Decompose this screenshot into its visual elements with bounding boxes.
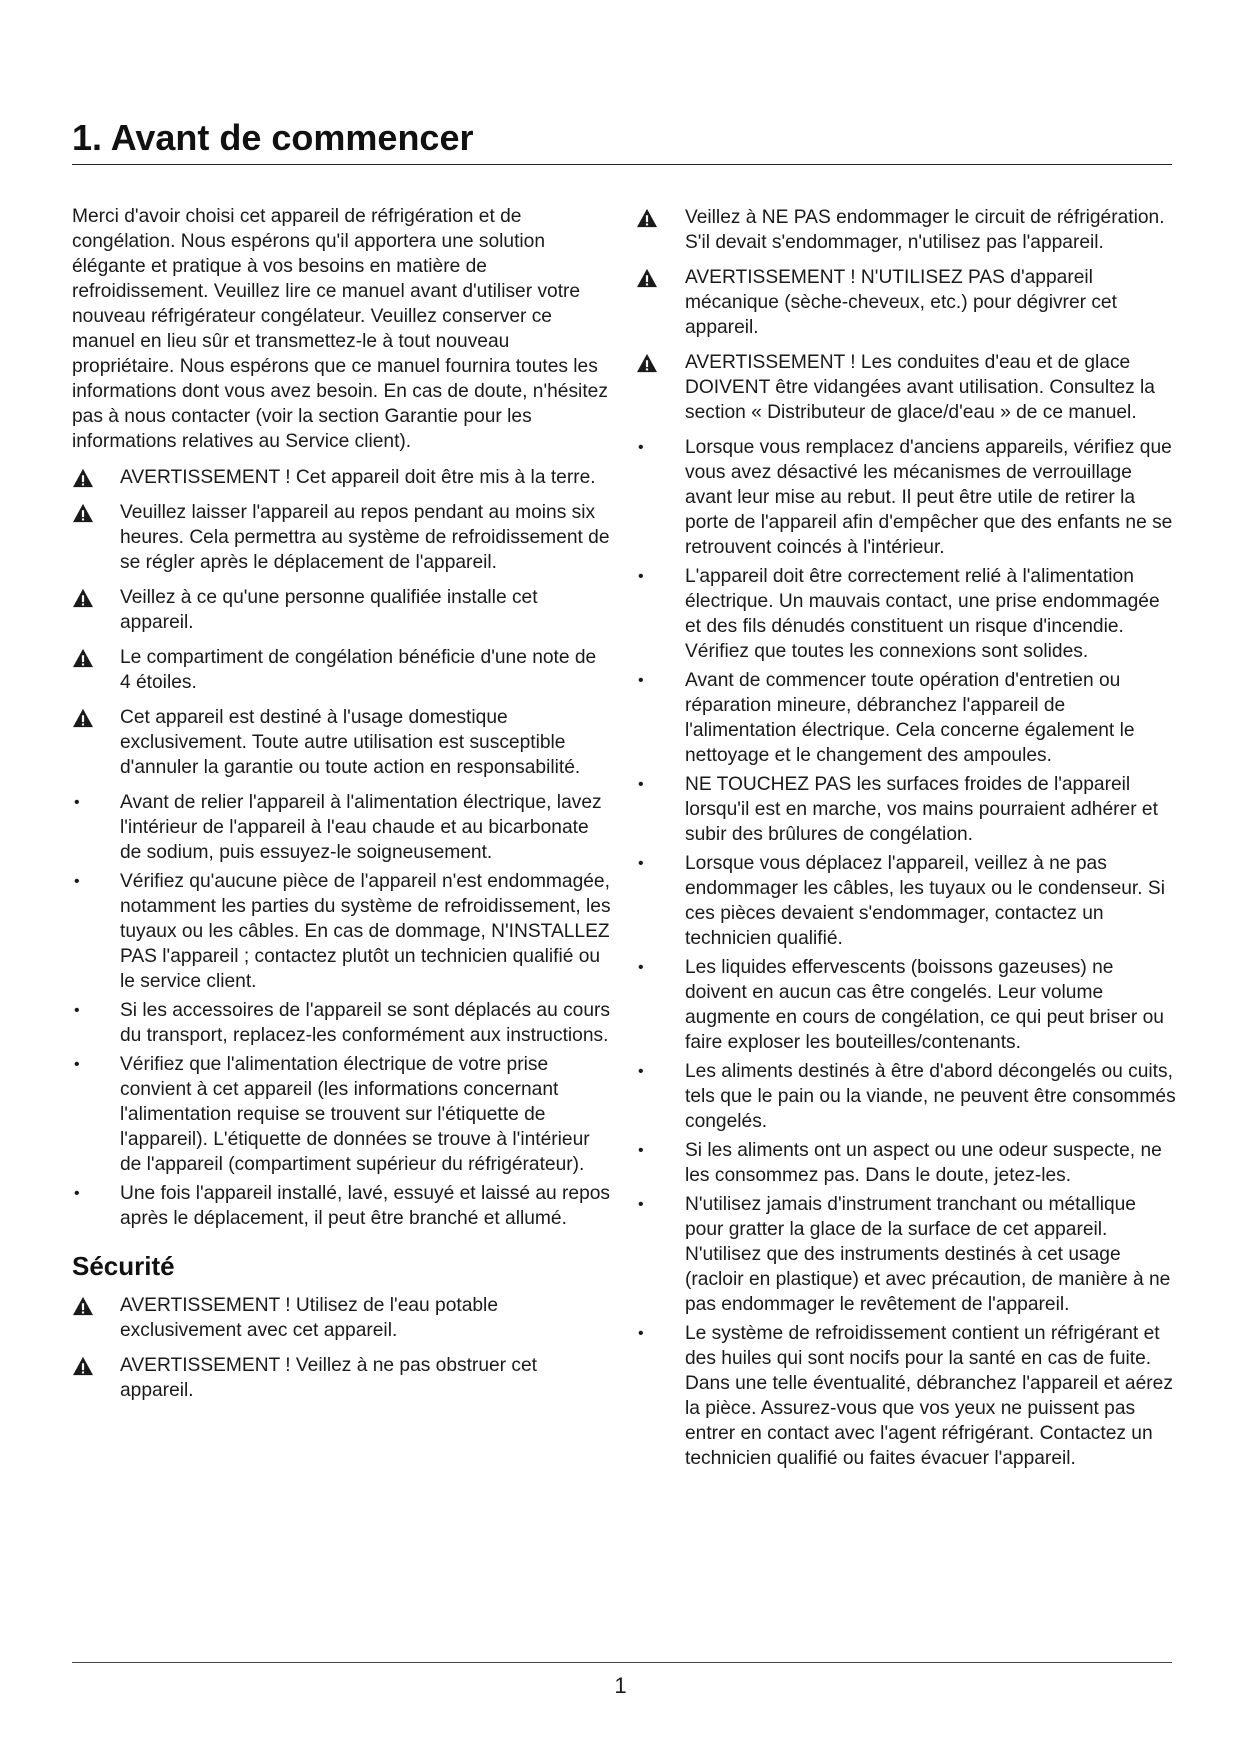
item-text: Vérifiez que l'alimentation électrique de votre prise convient à cet appareil (les informations concernant l'alimentation requise se trouvent sur l'étiquette de l'appareil). L'étiquette de données se trouve à l'intérieur de l'appareil (compartiment supérieur du réfrigérateur). bbox=[120, 1054, 590, 1175]
warning-triangle-icon bbox=[636, 353, 658, 373]
warning-item bbox=[72, 1293, 612, 1343]
bullet-item bbox=[72, 790, 612, 865]
item-text: Le système de refroidissement contient un réfrigérant et des huiles qui sont nocifs pour la santé en cas de fuite. Dans une telle éventualité, débranchez l'appareil et aérez la pièce. Assurez-vous que vos yeux ne puissent pas entrer en contact avec l'agent réfrigérant. Contactez un technicien qualifié ou faites évacuer l'appareil. bbox=[685, 1323, 1173, 1469]
right-item-list bbox=[636, 205, 1176, 1471]
bullet-marker: • bbox=[74, 1002, 80, 1019]
item-text: N'utilisez jamais d'instrument tranchant ou métallique pour gratter la glace de la surface de cet appareil. N'utilisez que des instruments destinés à cet usage (racloir en plastique) et avec précaution, de manière à ne pas endommager le revêtement de l'appareil. bbox=[685, 1194, 1171, 1315]
bullet-marker: • bbox=[638, 1325, 644, 1342]
bullet-marker: • bbox=[638, 568, 644, 585]
page-number: 1 bbox=[614, 1673, 627, 1698]
right-column bbox=[636, 205, 1176, 1475]
warning-marker bbox=[72, 465, 102, 490]
footer-divider bbox=[72, 1662, 1172, 1663]
warning-item bbox=[72, 1353, 612, 1403]
warning-marker bbox=[636, 205, 666, 230]
title-divider bbox=[72, 164, 1172, 165]
item-text: AVERTISSEMENT ! Les conduites d'eau et de glace DOIVENT être vidangées avant utilisation. Consultez la section « Distributeur de glace/d'eau » de ce manuel. bbox=[685, 352, 1155, 423]
warning-item bbox=[72, 585, 612, 635]
item-text: Avant de relier l'appareil à l'alimentation électrique, lavez l'intérieur de l'appareil à l'eau chaude et au bicarbonate de sodium, puis essuyez-le soigneusement. bbox=[120, 792, 602, 863]
warning-triangle-icon bbox=[72, 588, 94, 608]
bullet-marker: • bbox=[74, 1185, 80, 1202]
bullet-marker: • bbox=[638, 855, 644, 872]
left-column bbox=[72, 204, 612, 1413]
left-item-list bbox=[72, 465, 612, 1231]
item-text: NE TOUCHEZ PAS les surfaces froides de l'appareil lorsqu'il est en marche, vos mains pourraient adhérer et subir des brûlures de congélation. bbox=[685, 774, 1158, 845]
bullet-item bbox=[636, 1138, 1176, 1188]
item-text: L'appareil doit être correctement relié à l'alimentation électrique. Un mauvais contact, une prise endommagée et des fils dénudés constituent un risque d'incendie. Vérifiez que toutes les connexions sont solides. bbox=[685, 566, 1160, 662]
bullet-marker: • bbox=[74, 873, 80, 890]
warning-item bbox=[636, 350, 1176, 425]
item-text: Vérifiez qu'aucune pièce de l'appareil n'est endommagée, notamment les parties du système de refroidissement, les tuyaux ou les câbles. En cas de dommage, N'INSTALLEZ PAS l'appareil ; contactez plutôt un technicien qualifié ou le service client. bbox=[120, 871, 611, 992]
bullet-item bbox=[636, 668, 1176, 768]
warning-marker bbox=[72, 1353, 102, 1378]
item-text: Une fois l'appareil installé, lavé, essuyé et laissé au repos après le déplacement, il peut être branché et allumé. bbox=[120, 1183, 611, 1229]
bullet-item bbox=[636, 1059, 1176, 1134]
warning-item bbox=[72, 465, 612, 490]
bullet-item bbox=[636, 772, 1176, 847]
warning-triangle-icon bbox=[72, 503, 94, 523]
item-text: Veillez à ce qu'une personne qualifiée installe cet appareil. bbox=[120, 587, 538, 633]
bullet-item bbox=[636, 435, 1176, 560]
bullet-item bbox=[636, 564, 1176, 664]
page-title: 1. Avant de commencer bbox=[72, 117, 474, 158]
item-text: Le compartiment de congélation bénéficie d'une note de 4 étoiles. bbox=[120, 647, 597, 693]
bullet-item bbox=[636, 851, 1176, 951]
bullet-marker: • bbox=[74, 1056, 80, 1073]
warning-item bbox=[72, 500, 612, 575]
bullet-item bbox=[72, 869, 612, 994]
warning-triangle-icon bbox=[72, 1296, 94, 1316]
bullet-item bbox=[636, 1321, 1176, 1471]
warning-triangle-icon bbox=[636, 268, 658, 288]
bullet-marker: • bbox=[638, 1196, 644, 1213]
bullet-item bbox=[72, 1052, 612, 1177]
item-text: Lorsque vous déplacez l'appareil, veillez à ne pas endommager les câbles, les tuyaux ou le condenseur. Si ces pièces devaient s'endommager, contactez un technicien qualifié. bbox=[685, 853, 1165, 949]
warning-marker bbox=[636, 350, 666, 375]
warning-triangle-icon bbox=[72, 648, 94, 668]
bullet-marker: • bbox=[638, 672, 644, 689]
warning-item bbox=[72, 705, 612, 780]
security-item-list bbox=[72, 1293, 612, 1403]
warning-marker bbox=[636, 265, 666, 290]
item-text: Lorsque vous remplacez d'anciens appareils, vérifiez que vous avez désactivé les mécanismes de verrouillage avant leur mise au rebut. Il peut être utile de retirer la porte de l'appareil afin d'empêcher que des enfants ne se retrouvent coincés à l'intérieur. bbox=[685, 437, 1173, 558]
item-text: Si les aliments ont un aspect ou une odeur suspecte, ne les consommez pas. Dans le doute, jetez-les. bbox=[685, 1140, 1162, 1186]
item-text: Veillez à NE PAS endommager le circuit de réfrigération. S'il devait s'endommager, n'utilisez pas l'appareil. bbox=[685, 207, 1165, 253]
bullet-item bbox=[72, 1181, 612, 1231]
warning-marker bbox=[72, 500, 102, 525]
item-text: Les liquides effervescents (boissons gazeuses) ne doivent en aucun cas être congelés. Leur volume augmente en cours de congélation, ce qui peut briser ou faire exploser les bouteilles/contenants. bbox=[685, 957, 1164, 1053]
item-text: AVERTISSEMENT ! Veillez à ne pas obstruer cet appareil. bbox=[120, 1355, 537, 1401]
warning-triangle-icon bbox=[72, 708, 94, 728]
item-text: AVERTISSEMENT ! Cet appareil doit être mis à la terre. bbox=[120, 467, 596, 488]
security-heading: Sécurité bbox=[72, 1251, 175, 1281]
warning-triangle-icon bbox=[72, 1356, 94, 1376]
item-text: Avant de commencer toute opération d'entretien ou réparation mineure, débranchez l'appareil de l'alimentation électrique. Cela concerne également le nettoyage et le changement des ampoules. bbox=[685, 670, 1135, 766]
bullet-item bbox=[636, 1192, 1176, 1317]
warning-marker bbox=[72, 585, 102, 610]
warning-marker bbox=[72, 705, 102, 730]
warning-item bbox=[636, 265, 1176, 340]
item-text: Veuillez laisser l'appareil au repos pendant au moins six heures. Cela permettra au système de refroidissement de se régler après le déplacement de l'appareil. bbox=[120, 502, 610, 573]
bullet-marker: • bbox=[638, 1142, 644, 1159]
item-text: AVERTISSEMENT ! Utilisez de l'eau potable exclusivement avec cet appareil. bbox=[120, 1295, 498, 1341]
warning-item bbox=[636, 205, 1176, 255]
bullet-marker: • bbox=[74, 794, 80, 811]
warning-marker bbox=[72, 645, 102, 670]
warning-item bbox=[72, 645, 612, 695]
warning-triangle-icon bbox=[72, 468, 94, 488]
intro-paragraph: Merci d'avoir choisi cet appareil de réfrigération et de congélation. Nous espérons qu'il apportera une solution élégante et pratique à vos besoins en matière de refroidissement. Veuillez lire ce manuel avant d'utiliser votre nouveau réfrigérateur congélateur. Veuillez conserver ce manuel en lieu sûr et transmettez-le à tout nouveau propriétaire. Nous espérons que ce manuel fournira toutes les informations dont vous avez besoin. En cas de doute, n'hésitez pas à nous contacter (voir la section Garantie pour les informations relatives au Service client). bbox=[72, 206, 608, 452]
bullet-marker: • bbox=[638, 1063, 644, 1080]
bullet-item bbox=[636, 955, 1176, 1055]
item-text: Cet appareil est destiné à l'usage domestique exclusivement. Toute autre utilisation est susceptible d'annuler la garantie ou toute action en responsabilité. bbox=[120, 707, 581, 778]
item-text: Si les accessoires de l'appareil se sont déplacés au cours du transport, replacez-les conformément aux instructions. bbox=[120, 1000, 611, 1046]
bullet-marker: • bbox=[638, 776, 644, 793]
item-text: Les aliments destinés à être d'abord décongelés ou cuits, tels que le pain ou la viande, ne peuvent être consommés congelés. bbox=[685, 1061, 1176, 1132]
bullet-marker: • bbox=[638, 439, 644, 456]
item-text: AVERTISSEMENT ! N'UTILISEZ PAS d'appareil mécanique (sèche-cheveux, etc.) pour dégivrer cet appareil. bbox=[685, 267, 1117, 338]
warning-triangle-icon bbox=[636, 208, 658, 228]
bullet-marker: • bbox=[638, 959, 644, 976]
warning-marker bbox=[72, 1293, 102, 1318]
bullet-item bbox=[72, 998, 612, 1048]
